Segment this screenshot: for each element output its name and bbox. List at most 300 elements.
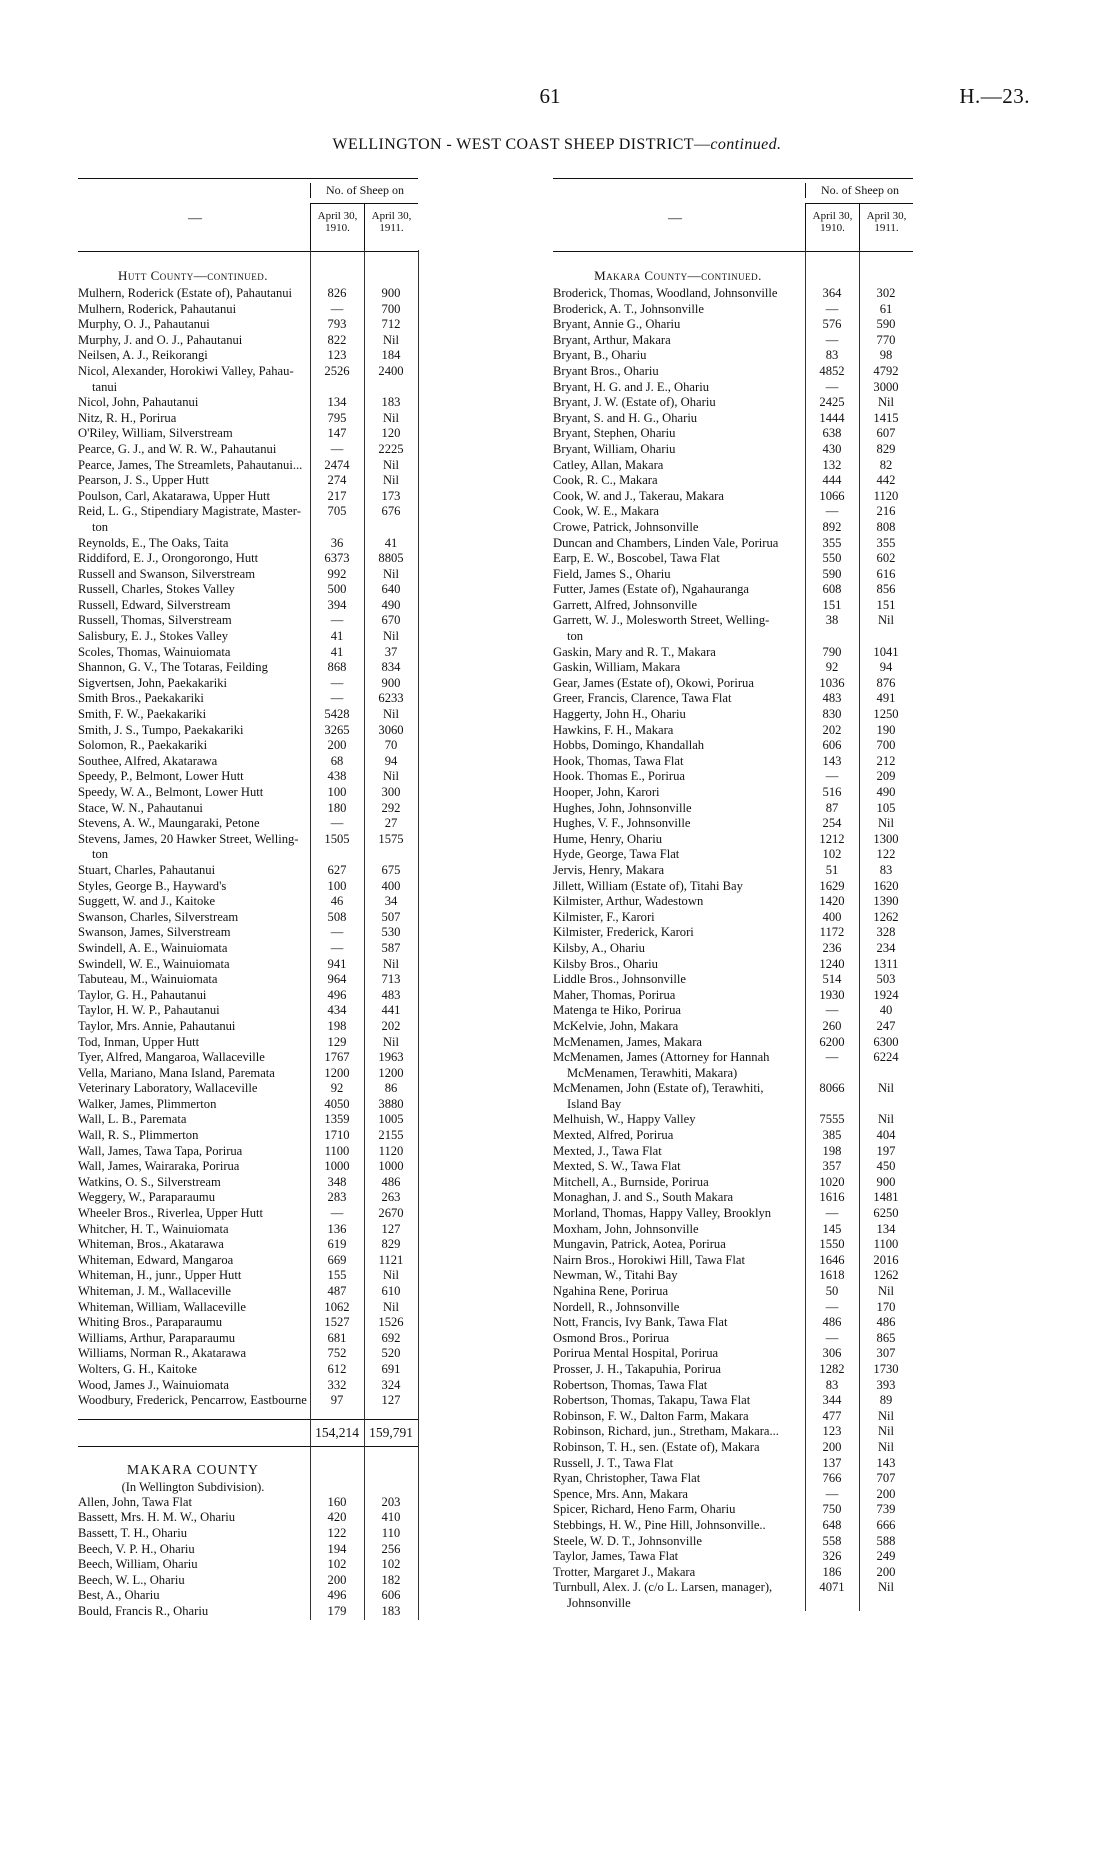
header-dash: — xyxy=(668,211,682,226)
header-april-1910: April 30, 1910. xyxy=(805,203,859,251)
sheep-1911: 3880 xyxy=(378,1096,404,1111)
sheep-1911: 82 xyxy=(879,457,893,472)
sheep-1910: 1420 xyxy=(819,894,845,909)
holder-name: McMenamen, James (Attorney for Hannah xyxy=(553,1050,770,1065)
sheep-1911: 530 xyxy=(381,925,401,940)
holder-name: Catley, Allan, Makara xyxy=(553,457,664,472)
holder-name: Bryant, Annie G., Ohariu xyxy=(553,317,681,332)
holder-name: Kilsby, A., Ohariu xyxy=(553,940,645,955)
sheep-1911: 120 xyxy=(381,426,401,441)
sheep-1910: 2526 xyxy=(324,363,350,378)
holder-name: Robertson, Thomas, Tawa Flat xyxy=(553,1377,708,1392)
sheep-1911: Nil xyxy=(382,1034,400,1049)
sheep-1910: 750 xyxy=(822,1502,842,1517)
sheep-1910: 137 xyxy=(822,1455,842,1470)
sheep-1910: 627 xyxy=(327,862,347,877)
table-row xyxy=(78,1222,418,1238)
holder-name: Styles, George B., Hayward's xyxy=(78,878,227,893)
holder-name: Greer, Francis, Clarence, Tawa Flat xyxy=(553,691,732,706)
sheep-1910: 705 xyxy=(327,504,347,519)
table-row xyxy=(78,738,418,754)
holder-name: Haggerty, John H., Ohariu xyxy=(553,707,686,722)
table-row xyxy=(78,925,418,941)
sheep-1911: 616 xyxy=(876,566,896,581)
sheep-1910: — xyxy=(330,691,344,706)
table-row xyxy=(78,1159,418,1175)
sheep-1910: 357 xyxy=(822,1159,842,1174)
table-row xyxy=(78,816,418,832)
sheep-1911: Nil xyxy=(382,457,400,472)
sheep-1911: 700 xyxy=(876,738,896,753)
sheep-1910: — xyxy=(825,1486,839,1501)
holder-name: Swanson, Charles, Silverstream xyxy=(78,909,239,924)
sheep-1910: — xyxy=(825,769,839,784)
holder-name: Duncan and Chambers, Linden Vale, Porirua xyxy=(553,535,779,550)
sheep-1911: 197 xyxy=(876,1143,896,1158)
table-row xyxy=(78,348,418,364)
total-1911: 159,791 xyxy=(369,1424,413,1440)
sheep-1911: 606 xyxy=(381,1588,401,1603)
sheep-1911: 441 xyxy=(381,1003,401,1018)
column-rule xyxy=(310,250,311,1620)
sheep-1911: 404 xyxy=(876,1128,896,1143)
holder-name: Neilsen, A. J., Reikorangi xyxy=(78,348,208,363)
table-row xyxy=(78,551,418,567)
sheep-1910: 483 xyxy=(822,691,842,706)
sheep-1911: 83 xyxy=(879,862,893,877)
sheep-1911: 1262 xyxy=(873,909,899,924)
sheep-1911: 2670 xyxy=(378,1206,404,1221)
sheep-1911: 834 xyxy=(381,660,401,675)
sheep-1911: 98 xyxy=(879,348,893,363)
holder-name: Woodbury, Frederick, Pencarrow, Eastbourne xyxy=(78,1393,307,1408)
sheep-1911: 4792 xyxy=(873,363,899,378)
table-row xyxy=(78,1035,418,1051)
holder-name: Newman, W., Titahi Bay xyxy=(553,1268,678,1283)
sheep-1910: 41 xyxy=(330,629,344,644)
holder-name: Kilmister, Frederick, Karori xyxy=(553,925,694,940)
holder-name: Best, A., Ohariu xyxy=(78,1588,160,1603)
sheep-1910: — xyxy=(825,1330,839,1345)
sheep-1911: 41 xyxy=(384,535,398,550)
sheep-1910: 793 xyxy=(327,317,347,332)
title-main: WELLINGTON - WEST COAST SHEEP DISTRICT— xyxy=(332,136,711,153)
table-row xyxy=(78,1526,418,1542)
table-row xyxy=(78,1175,418,1191)
sheep-1911: 676 xyxy=(381,504,401,519)
sheep-1911: Nil xyxy=(382,629,400,644)
sheep-1911: 607 xyxy=(876,426,896,441)
sheep-1910: 486 xyxy=(822,1315,842,1330)
sheep-1911: 200 xyxy=(876,1486,896,1501)
holder-name: O'Riley, William, Silverstream xyxy=(78,426,233,441)
header-no-of-sheep: No. of Sheep on xyxy=(310,183,419,198)
sheep-1911: 200 xyxy=(876,1564,896,1579)
sheep-1911: 183 xyxy=(381,1603,401,1618)
holder-name: Wall, L. B., Paremata xyxy=(78,1112,187,1127)
sheep-1911: Nil xyxy=(382,566,400,581)
sheep-1911: 202 xyxy=(381,1018,401,1033)
table-row xyxy=(78,504,418,520)
sheep-1910: 550 xyxy=(822,551,842,566)
table-row xyxy=(78,691,418,707)
sheep-1910: 355 xyxy=(822,535,842,550)
holder-name: tanui xyxy=(92,379,118,394)
sheep-1910: 1767 xyxy=(324,1050,350,1065)
holder-name: Russell, Charles, Stokes Valley xyxy=(78,582,235,597)
table-row xyxy=(78,442,418,458)
holder-name: Smith Bros., Paekakariki xyxy=(78,691,204,706)
sheep-1911: Nil xyxy=(877,1424,895,1439)
table-row xyxy=(78,1081,418,1097)
holder-name: Stevens, A. W., Maungaraki, Petone xyxy=(78,816,260,831)
holder-name: Futter, James (Estate of), Ngahauranga xyxy=(553,582,750,597)
table-row xyxy=(78,1050,418,1066)
sheep-1911: 127 xyxy=(381,1221,401,1236)
sheep-1911: Nil xyxy=(877,1408,895,1423)
header-no-of-sheep: No. of Sheep on xyxy=(805,183,914,198)
table-row xyxy=(78,972,418,988)
holder-name: Hyde, George, Tawa Flat xyxy=(553,847,680,862)
holder-name: Whitcher, H. T., Wainuiomata xyxy=(78,1221,229,1236)
holder-name: McMenamen, James, Makara xyxy=(553,1034,702,1049)
sheep-1911: 105 xyxy=(876,800,896,815)
sheep-1910: 1020 xyxy=(819,1174,845,1189)
holder-name: Matenga te Hiko, Porirua xyxy=(553,1003,682,1018)
table-row xyxy=(78,1510,418,1526)
holder-name: Mulhern, Roderick (Estate of), Pahautanui xyxy=(78,286,293,300)
holder-name: Walker, James, Plimmerton xyxy=(78,1096,217,1111)
sheep-1910: — xyxy=(825,301,839,316)
sheep-1911: Nil xyxy=(877,1081,895,1096)
holder-name: Prosser, J. H., Takapuhia, Porirua xyxy=(553,1361,722,1376)
holder-name: Mexted, S. W., Tawa Flat xyxy=(553,1159,681,1174)
holder-name: Stuart, Charles, Pahautanui xyxy=(78,862,216,877)
sheep-1911: 1575 xyxy=(378,831,404,846)
sheep-1911: 590 xyxy=(876,317,896,332)
sheep-1910: 892 xyxy=(822,519,842,534)
table-row xyxy=(78,582,418,598)
sheep-1911: 1100 xyxy=(873,1237,899,1252)
sheep-1911: 110 xyxy=(381,1525,401,1540)
sheep-1910: 8066 xyxy=(819,1081,845,1096)
sheep-1910: 681 xyxy=(327,1330,347,1345)
holder-name: Bryant, Arthur, Makara xyxy=(553,332,671,347)
sheep-1911: 40 xyxy=(879,1003,893,1018)
table-row xyxy=(78,426,418,442)
sheep-1910: 6200 xyxy=(819,1034,845,1049)
table-row xyxy=(78,567,418,583)
sheep-1910: — xyxy=(825,1003,839,1018)
sheep-1910: 123 xyxy=(327,348,347,363)
sheep-1911: 263 xyxy=(381,1190,401,1205)
sheep-1910: 200 xyxy=(327,738,347,753)
sheep-1910: 92 xyxy=(330,1081,344,1096)
sheep-1911: 6233 xyxy=(378,691,404,706)
sheep-1910: 795 xyxy=(327,410,347,425)
holder-name: Robertson, Thomas, Takapu, Tawa Flat xyxy=(553,1393,751,1408)
holder-name: Bryant, J. W. (Estate of), Ohariu xyxy=(553,395,716,410)
sheep-1911: 520 xyxy=(381,1346,401,1361)
sheep-1911: 1005 xyxy=(378,1112,404,1127)
holder-name: Crowe, Patrick, Johnsonville xyxy=(553,519,699,534)
holder-name: Murphy, O. J., Pahautanui xyxy=(78,317,210,332)
sheep-1910: 1000 xyxy=(324,1159,350,1174)
sheep-1910: 496 xyxy=(327,987,347,1002)
sheep-1911: 1311 xyxy=(873,956,899,971)
sheep-1910: 394 xyxy=(327,597,347,612)
holder-name: Hughes, John, Johnsonville xyxy=(553,800,692,815)
sheep-1910: — xyxy=(825,1050,839,1065)
sheep-1911: 739 xyxy=(876,1502,896,1517)
sheep-1910: 160 xyxy=(327,1494,347,1509)
sheep-1910: 477 xyxy=(822,1408,842,1423)
table-row xyxy=(78,1362,418,1378)
holder-name: Gear, James (Estate of), Okowi, Porirua xyxy=(553,675,754,690)
sheep-1911: Nil xyxy=(382,473,400,488)
sheep-1911: 86 xyxy=(384,1081,398,1096)
table-row xyxy=(78,1128,418,1144)
sheep-1910: 1444 xyxy=(819,410,845,425)
sheep-1910: 147 xyxy=(327,426,347,441)
sheep-1910: 992 xyxy=(327,566,347,581)
sheep-1910: 1212 xyxy=(819,831,845,846)
holder-name: Porirua Mental Hospital, Porirua xyxy=(553,1346,719,1361)
sheep-1910: — xyxy=(330,301,344,316)
holder-name: ton xyxy=(92,519,109,534)
sheep-1911: 1620 xyxy=(873,878,899,893)
table-row xyxy=(78,1097,418,1113)
sheep-1911: 27 xyxy=(384,816,398,831)
sheep-1911: 876 xyxy=(876,675,896,690)
page-reference: H.—23. xyxy=(959,84,1030,108)
sheep-1910: 964 xyxy=(327,972,347,987)
sheep-1910: 38 xyxy=(825,613,839,628)
holder-name: Nairn Bros., Horokiwi Hill, Tawa Flat xyxy=(553,1252,745,1267)
holder-name: Williams, Norman R., Akatarawa xyxy=(78,1346,247,1361)
holder-name: Stebbings, H. W., Pine Hill, Johnsonville.. xyxy=(553,1517,766,1532)
sheep-1911: 691 xyxy=(381,1361,401,1376)
table-row xyxy=(78,1346,418,1362)
sheep-1910: 200 xyxy=(327,1572,347,1587)
holder-name: Tod, Inman, Upper Hutt xyxy=(78,1034,200,1049)
holder-name: Hook, Thomas, Tawa Flat xyxy=(553,753,684,768)
table-row xyxy=(78,613,418,629)
sheep-1910: 648 xyxy=(822,1517,842,1532)
holder-name: Hooper, John, Karori xyxy=(553,785,660,799)
table-row xyxy=(78,1300,418,1316)
sheep-1911: 675 xyxy=(381,862,401,877)
holder-name: Hughes, V. F., Johnsonville xyxy=(553,816,691,831)
sheep-1911: 184 xyxy=(381,348,401,363)
sheep-1910: 1629 xyxy=(819,878,845,893)
page-number: 61 xyxy=(539,84,561,108)
holder-name: Spicer, Richard, Heno Farm, Ohariu xyxy=(553,1502,736,1517)
holder-name: Shannon, G. V., The Totaras, Feilding xyxy=(78,660,268,675)
sheep-1910: 260 xyxy=(822,1018,842,1033)
left-table-header xyxy=(78,178,418,252)
sheep-1911: 1000 xyxy=(378,1159,404,1174)
holder-name: Mexted, J., Tawa Flat xyxy=(553,1143,662,1158)
holder-name: Speedy, P., Belmont, Lower Hutt xyxy=(78,769,244,784)
holder-name: Island Bay xyxy=(567,1096,622,1111)
holder-name: Smith, J. S., Tumpo, Paekakariki xyxy=(78,722,244,737)
holder-name: Cook, W. and J., Takerau, Makara xyxy=(553,488,724,503)
sheep-1911: 127 xyxy=(381,1393,401,1408)
holder-name: Russell, J. T., Tawa Flat xyxy=(553,1455,674,1470)
sheep-1910: 790 xyxy=(822,644,842,659)
holder-name: Swanson, James, Silverstream xyxy=(78,925,231,940)
holder-name: Wall, R. S., Plimmerton xyxy=(78,1128,199,1143)
sheep-1911: 829 xyxy=(381,1237,401,1252)
holder-name: Hume, Henry, Ohariu xyxy=(553,831,662,846)
hutt-county-rows xyxy=(78,286,418,1409)
holder-name: Ngahina Rene, Porirua xyxy=(553,1284,669,1298)
table-row xyxy=(78,1112,418,1128)
sheep-1911: 770 xyxy=(876,332,896,347)
sheep-1910: 1550 xyxy=(819,1237,845,1252)
holder-name: Broderick, Thomas, Woodland, Johnsonville xyxy=(553,286,778,300)
holder-name: Pearce, James, The Streamlets, Pahautanui... xyxy=(78,457,303,472)
table-row xyxy=(78,910,418,926)
holder-name: Nicol, Alexander, Horokiwi Valley, Pahau- xyxy=(78,363,294,378)
holder-name: Reynolds, E., The Oaks, Taita xyxy=(78,535,229,550)
holder-name: Wolters, G. H., Kaitoke xyxy=(78,1361,197,1376)
sheep-1911: 249 xyxy=(876,1549,896,1564)
holder-name: Poulson, Carl, Akatarawa, Upper Hutt xyxy=(78,488,271,503)
holder-name: Stevens, James, 20 Hawker Street, Welling- xyxy=(78,831,299,846)
sheep-1911: 1390 xyxy=(873,894,899,909)
holder-name: Murphy, J. and O. J., Pahautanui xyxy=(78,332,243,347)
table-row xyxy=(78,1604,418,1620)
sheep-1910: 4852 xyxy=(819,363,845,378)
holder-name: Bryant, Stephen, Ohariu xyxy=(553,426,676,441)
sheep-1911: 503 xyxy=(876,972,896,987)
sheep-1911: 700 xyxy=(381,301,401,316)
sheep-1911: 400 xyxy=(381,878,401,893)
holder-name: Garrett, Alfred, Johnsonville xyxy=(553,597,698,612)
sheep-1910: 6373 xyxy=(324,551,350,566)
sheep-1911: 829 xyxy=(876,441,896,456)
holder-name: Russell, Thomas, Silverstream xyxy=(78,613,232,628)
holder-name: Whiteman, Bros., Akatarawa xyxy=(78,1237,224,1252)
sheep-1911: Nil xyxy=(382,410,400,425)
sheep-1911: 61 xyxy=(879,301,893,316)
holder-name: Swindell, W. E., Wainuiomata xyxy=(78,956,230,971)
holder-name: Veterinary Laboratory, Wallaceville xyxy=(78,1081,258,1096)
holder-name: Bryant, H. G. and J. E., Ohariu xyxy=(553,379,709,394)
holder-name: Broderick, A. T., Johnsonville xyxy=(553,301,704,316)
holder-name: Cook, R. C., Makara xyxy=(553,473,658,488)
sheep-1910: 1172 xyxy=(819,925,845,940)
sheep-1911: Nil xyxy=(382,707,400,722)
holder-name: Gaskin, William, Makara xyxy=(553,660,681,675)
holder-name: Liddle Bros., Johnsonville xyxy=(553,972,686,987)
sheep-1910: 1036 xyxy=(819,675,845,690)
table-row xyxy=(78,847,418,863)
sheep-1911: 900 xyxy=(381,286,401,300)
sheep-1910: 3265 xyxy=(324,722,350,737)
sheep-1910: 326 xyxy=(822,1549,842,1564)
holder-name: Hook. Thomas E., Porirua xyxy=(553,769,685,784)
sheep-1911: 324 xyxy=(381,1377,401,1392)
sheep-1910: 41 xyxy=(330,644,344,659)
sheep-1911: 900 xyxy=(876,1174,896,1189)
sheep-1910: 36 xyxy=(330,535,344,550)
table-row xyxy=(78,676,418,692)
makara-county-rows-left xyxy=(78,1495,418,1620)
table-row xyxy=(78,645,418,661)
sheep-1910: 1359 xyxy=(324,1112,350,1127)
sheep-1911: Nil xyxy=(877,1439,895,1454)
sheep-1910: — xyxy=(825,504,839,519)
holder-name: Kilsby Bros., Ohariu xyxy=(553,956,658,971)
sheep-1910: 430 xyxy=(822,441,842,456)
sheep-1911: 6250 xyxy=(873,1206,899,1221)
sheep-1911: 490 xyxy=(381,597,401,612)
table-row xyxy=(78,801,418,817)
sheep-1910: 1282 xyxy=(819,1361,845,1376)
sheep-1911: 900 xyxy=(381,675,401,690)
sheep-1911: 173 xyxy=(381,488,401,503)
holder-name: Beech, W. L., Ohariu xyxy=(78,1572,185,1587)
sheep-1910: 102 xyxy=(822,847,842,862)
sheep-1911: 190 xyxy=(876,722,896,737)
sheep-1910: 306 xyxy=(822,1346,842,1361)
table-row xyxy=(78,941,418,957)
title-continued: continued. xyxy=(710,136,782,153)
sheep-1910: 348 xyxy=(327,1174,347,1189)
holder-name: Whiteman, William, Wallaceville xyxy=(78,1299,246,1314)
holder-name: McMenamen, Terawhiti, Makara) xyxy=(567,1065,738,1080)
table-row xyxy=(78,411,418,427)
sheep-1911: 2155 xyxy=(378,1128,404,1143)
holder-name: Robinson, Richard, jun., Stretham, Makara... xyxy=(553,1424,779,1439)
sheep-1911: 183 xyxy=(381,395,401,410)
holder-name: Sigvertsen, John, Paekakariki xyxy=(78,675,227,690)
sheep-1911: 94 xyxy=(879,660,893,675)
sheep-1910: 143 xyxy=(822,753,842,768)
holder-name: Beech, V. P. H., Ohariu xyxy=(78,1541,195,1556)
sheep-1910: 145 xyxy=(822,1221,842,1236)
sheep-1910: 274 xyxy=(327,473,347,488)
table-row xyxy=(78,489,418,505)
sheep-1910: 283 xyxy=(327,1190,347,1205)
sheep-1910: 155 xyxy=(327,1268,347,1283)
sheep-1910: 385 xyxy=(822,1128,842,1143)
sheep-1910: 4050 xyxy=(324,1096,350,1111)
holder-name: Moxham, John, Johnsonville xyxy=(553,1221,699,1236)
holder-name: Whiteman, J. M., Wallaceville xyxy=(78,1284,231,1298)
holder-name: Wood, James J., Wainuiomata xyxy=(78,1377,229,1392)
sheep-1911: 1120 xyxy=(873,488,899,503)
sheep-1911: 507 xyxy=(381,909,401,924)
sheep-1910: 332 xyxy=(327,1377,347,1392)
sheep-1910: 136 xyxy=(327,1221,347,1236)
holder-name: Field, James S., Ohariu xyxy=(553,566,671,581)
sheep-1911: 666 xyxy=(876,1517,896,1532)
sheep-1911: 102 xyxy=(381,1557,401,1572)
sheep-1911: 410 xyxy=(381,1510,401,1525)
sheep-1910: 46 xyxy=(330,894,344,909)
holder-name: Whiting Bros., Paraparaumu xyxy=(78,1315,223,1330)
sheep-1911: 707 xyxy=(876,1471,896,1486)
sheep-1910: 590 xyxy=(822,566,842,581)
sheep-1910: 868 xyxy=(327,660,347,675)
sheep-1911: 1415 xyxy=(873,410,899,425)
table-row xyxy=(78,723,418,739)
sheep-1910: 194 xyxy=(327,1541,347,1556)
